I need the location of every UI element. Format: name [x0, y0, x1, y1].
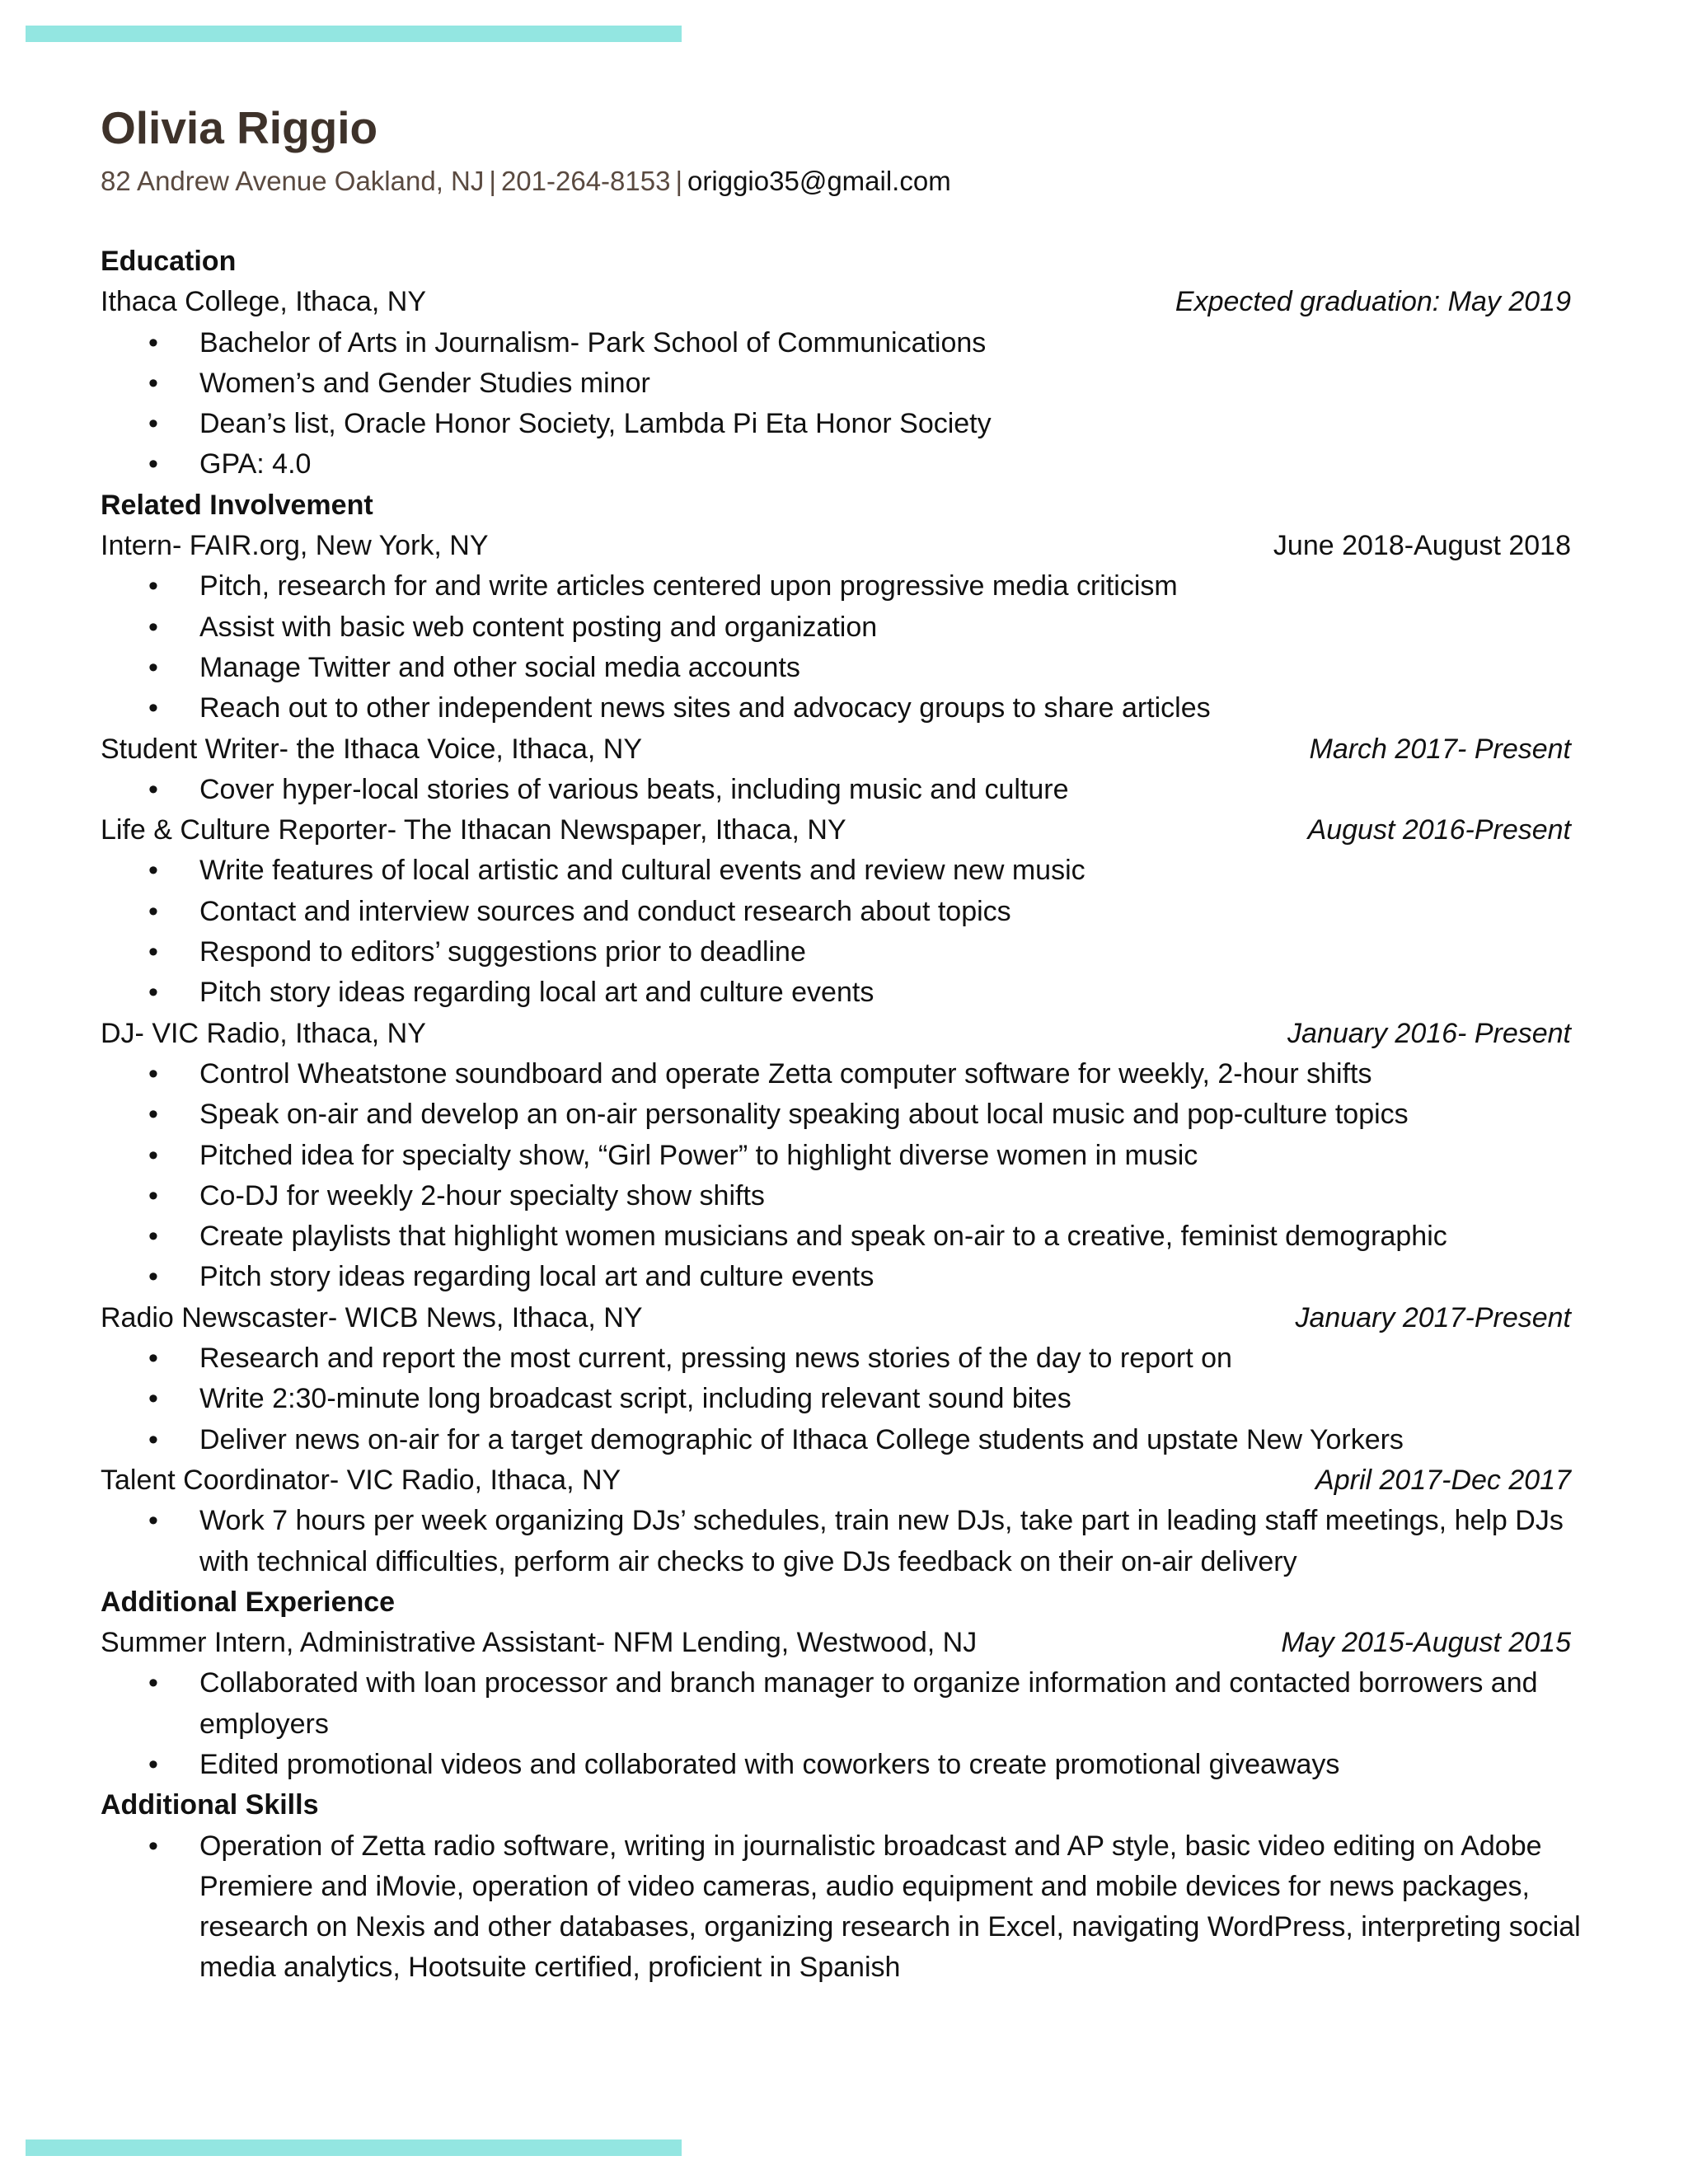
- bullet-icon: •: [148, 773, 158, 805]
- bullet-icon: •: [148, 326, 158, 359]
- entry: [101, 810, 1584, 1013]
- list-item: [101, 770, 1584, 810]
- list-item-text: Operation of Zetta radio software, writing in journalistic broadcast and AP style, basic video editing on Adobe Premiere and iMovie, operation of video cameras, audio equipment and mobile devices for news packages, research on Nexis and other databases, organizing research in Excel, navigating WordPress, interpreting social media analytics, Hootsuite certified, proficient in Spanish: [199, 1830, 1581, 1984]
- list-item: [101, 1136, 1584, 1176]
- list-item-text: Write features of local artistic and cultural events and review new music: [199, 855, 1085, 887]
- section-title: Education: [101, 246, 237, 277]
- entry-date: January 2016- Present: [1287, 1017, 1571, 1049]
- list-item: [101, 566, 1584, 607]
- list-item-text: Deliver news on-air for a target demographic of Ithaca College students and upstate New Yorkers: [199, 1423, 1404, 1455]
- list-item-text: Manage Twitter and other social media accounts: [199, 651, 800, 683]
- list-item: [101, 1745, 1584, 1785]
- bullet-icon: •: [148, 448, 158, 480]
- bullet-list: [101, 851, 1584, 1013]
- top-accent-bar: [26, 26, 682, 42]
- entry-header: [101, 1460, 1584, 1501]
- list-item: [101, 1379, 1584, 1419]
- bullet-icon: •: [148, 1057, 158, 1090]
- entry-date: June 2018-August 2018: [1273, 530, 1571, 562]
- list-item: [101, 1420, 1584, 1460]
- entry-date: January 2017-Present: [1295, 1301, 1571, 1333]
- bullet-icon: •: [148, 1139, 158, 1171]
- entry: [101, 1298, 1584, 1460]
- bullet-icon: •: [148, 1099, 158, 1131]
- entry: [101, 729, 1584, 811]
- list-item: [101, 1216, 1584, 1257]
- list-item-text: Women’s and Gender Studies minor: [199, 367, 650, 399]
- bullet-icon: •: [148, 1830, 158, 1862]
- bottom-accent-bar: [26, 2139, 682, 2156]
- phone: 201-264-8153: [500, 166, 671, 196]
- address: 82 Andrew Avenue Oakland, NJ: [101, 166, 485, 196]
- bullet-icon: •: [148, 1505, 158, 1537]
- entry-header: [101, 282, 1584, 322]
- bullet-icon: •: [148, 1423, 158, 1455]
- bullet-icon: •: [148, 1179, 158, 1212]
- list-item-text: Dean’s list, Oracle Honor Society, Lambda Pi Eta Honor Society: [199, 408, 992, 440]
- section-title: Related Involvement: [101, 489, 373, 521]
- separator: |: [675, 166, 683, 196]
- entry-header: [101, 1623, 1584, 1663]
- entry-header: [101, 1298, 1584, 1338]
- list-item-text: Bachelor of Arts in Journalism- Park School of Communications: [199, 326, 987, 359]
- bullet-icon: •: [148, 611, 158, 643]
- list-item: [101, 892, 1584, 932]
- list-item: [101, 323, 1584, 363]
- entry: [101, 526, 1584, 729]
- list-item: [101, 1054, 1584, 1094]
- entry: [101, 282, 1584, 485]
- list-item-text: Pitched idea for specialty show, “Girl Power” to highlight diverse women in music: [199, 1139, 1198, 1171]
- list-item: [101, 688, 1584, 729]
- bullet-icon: •: [148, 651, 158, 683]
- bullet-icon: •: [148, 1748, 158, 1780]
- list-item: [101, 607, 1584, 648]
- candidate-name: Olivia Riggio: [101, 102, 378, 153]
- entry-title: Radio Newscaster- WICB News, Ithaca, NY: [101, 1301, 643, 1333]
- list-item-text: Collaborated with loan processor and branch manager to organize information and contacted borrowers and employers: [199, 1667, 1538, 1740]
- bullet-list: [101, 323, 1584, 485]
- list-item: [101, 648, 1584, 688]
- email-link[interactable]: origgio35@gmail.com: [687, 166, 951, 196]
- entry-header: [101, 526, 1584, 566]
- bullet-icon: •: [148, 1261, 158, 1293]
- list-item-text: Pitch story ideas regarding local art and culture events: [199, 1261, 874, 1293]
- entry-title: DJ- VIC Radio, Ithaca, NY: [101, 1017, 426, 1049]
- bullet-icon: •: [148, 692, 158, 724]
- bullet-list: [101, 1663, 1584, 1785]
- list-item: [101, 444, 1584, 485]
- list-item-text: Contact and interview sources and conduct research about topics: [199, 895, 1011, 927]
- list-item: [101, 1501, 1584, 1582]
- list-item-text: Edited promotional videos and collaborated with coworkers to create promotional giveaways: [199, 1748, 1340, 1780]
- entry-header: [101, 810, 1584, 851]
- bullet-list: [101, 770, 1584, 810]
- bullet-icon: •: [148, 570, 158, 602]
- resume-page: [101, 95, 1584, 1989]
- list-item: [101, 404, 1584, 444]
- list-item-text: Assist with basic web content posting and organization: [199, 611, 878, 643]
- bullet-list: [101, 1501, 1584, 1582]
- entry-header: [101, 1014, 1584, 1054]
- section-title: Additional Experience: [101, 1586, 396, 1618]
- bullet-list: [101, 566, 1584, 729]
- entry-header: [101, 729, 1584, 770]
- entry-title: Intern- FAIR.org, New York, NY: [101, 530, 489, 562]
- list-item: [101, 1663, 1584, 1745]
- list-item-text: Cover hyper-local stories of various beats, including music and culture: [199, 773, 1069, 805]
- list-item-text: Write 2:30-minute long broadcast script, including relevant sound bites: [199, 1383, 1071, 1415]
- list-item-text: GPA: 4.0: [199, 448, 312, 480]
- list-item: [101, 1826, 1584, 1989]
- section-additional-experience: [101, 1582, 1584, 1785]
- section-additional-skills: [101, 1785, 1584, 1988]
- entry: [101, 1014, 1584, 1298]
- entry-title: Talent Coordinator- VIC Radio, Ithaca, NY: [101, 1464, 621, 1496]
- entry-title: Summer Intern, Administrative Assistant- NFM Lending, Westwood, NJ: [101, 1627, 978, 1659]
- spacer: [101, 202, 1584, 241]
- list-item: [101, 1257, 1584, 1297]
- entry-date: August 2016-Present: [1307, 814, 1571, 846]
- list-item: [101, 1338, 1584, 1379]
- list-item-text: Respond to editors’ suggestions prior to deadline: [199, 936, 806, 968]
- bullet-icon: •: [148, 1343, 158, 1375]
- separator: |: [489, 166, 496, 196]
- entry: [101, 1826, 1584, 1989]
- list-item-text: Create playlists that highlight women musicians and speak on-air to a creative, feminist demographic: [199, 1221, 1447, 1253]
- bullet-icon: •: [148, 1221, 158, 1253]
- list-item: [101, 1094, 1584, 1135]
- list-item: [101, 1176, 1584, 1216]
- entry-date: March 2017- Present: [1309, 733, 1571, 765]
- list-item-text: Speak on-air and develop an on-air personality speaking about local music and pop-culture topics: [199, 1099, 1409, 1131]
- entry: [101, 1623, 1584, 1785]
- entry-date: April 2017-Dec 2017: [1315, 1464, 1571, 1496]
- list-item-text: Pitch story ideas regarding local art and culture events: [199, 977, 874, 1009]
- list-item: [101, 972, 1584, 1013]
- bullet-icon: •: [148, 1383, 158, 1415]
- resume-sections: [101, 241, 1584, 1989]
- section-education: [101, 241, 1584, 485]
- list-item-text: Control Wheatstone soundboard and operate Zetta computer software for weekly, 2-hour shifts: [199, 1057, 1372, 1090]
- bullet-icon: •: [148, 367, 158, 399]
- list-item-text: Co-DJ for weekly 2-hour specialty show shifts: [199, 1179, 765, 1212]
- bullet-icon: •: [148, 855, 158, 887]
- section-title: Additional Skills: [101, 1789, 319, 1821]
- bullet-icon: •: [148, 936, 158, 968]
- entry-date: May 2015-August 2015: [1281, 1627, 1571, 1659]
- entry-title: Student Writer- the Ithaca Voice, Ithaca, NY: [101, 733, 643, 765]
- list-item-text: Work 7 hours per week organizing DJs’ schedules, train new DJs, take part in leading staff meetings, help DJs with technical difficulties, perform air checks to give DJs feedback on their on-air delivery: [199, 1505, 1564, 1577]
- bullet-list: [101, 1338, 1584, 1460]
- entry-title: Ithaca College, Ithaca, NY: [101, 286, 427, 318]
- list-item-text: Pitch, research for and write articles centered upon progressive media criticism: [199, 570, 1178, 602]
- contact-line: [101, 161, 1584, 202]
- entry-title: Life & Culture Reporter- The Ithacan Newspaper, Ithaca, NY: [101, 814, 846, 846]
- entry: [101, 1460, 1584, 1582]
- bullet-icon: •: [148, 408, 158, 440]
- entry-date: Expected graduation: May 2019: [1175, 286, 1571, 318]
- bullet-list: [101, 1054, 1584, 1298]
- bullet-icon: •: [148, 977, 158, 1009]
- list-item: [101, 932, 1584, 972]
- bullet-icon: •: [148, 895, 158, 927]
- section-related-involvement: [101, 485, 1584, 1582]
- bullet-icon: •: [148, 1667, 158, 1699]
- list-item-text: Research and report the most current, pressing news stories of the day to report on: [199, 1343, 1232, 1375]
- list-item: [101, 851, 1584, 891]
- list-item: [101, 363, 1584, 404]
- bullet-list: [101, 1826, 1584, 1989]
- list-item-text: Reach out to other independent news sites and advocacy groups to share articles: [199, 692, 1211, 724]
